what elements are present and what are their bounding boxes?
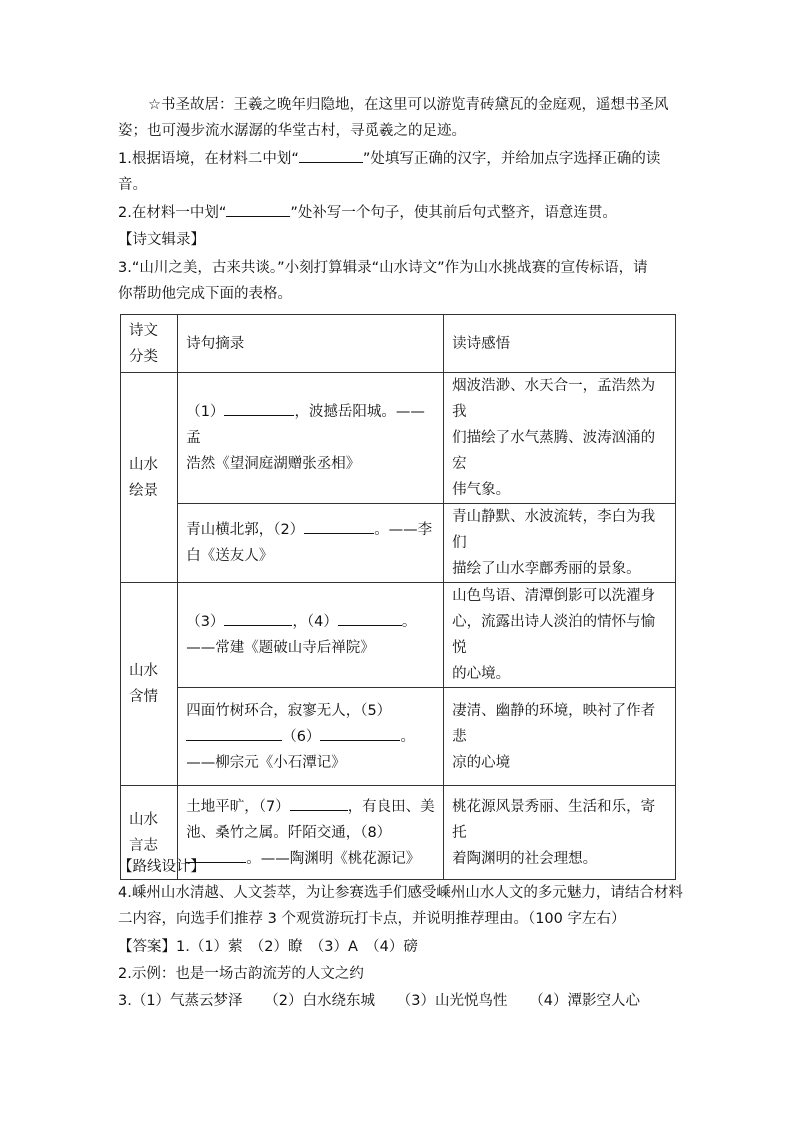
q2-blank [226,202,290,217]
q1-text-a: 1.根据语境，在材料二中划“ [118,151,299,167]
table-row [121,373,676,504]
table-row [121,583,676,688]
category-aspiration: 山水 言志 [121,786,178,880]
question-2 [118,200,678,227]
table-header-row [121,315,676,373]
sentence-cell: （3） ，（4） 。 ——常建《题破山寺后禅院》 [178,583,444,688]
blank-4 [338,611,402,626]
q2-text-a: 2.在材料一中划“ [118,205,227,221]
blank-2 [304,519,374,534]
feel-cell: 凄清、幽静的环境，映衬了作者悲 凉的心境 [444,688,676,786]
blank-3 [224,611,292,626]
feel-cell: 山色鸟语、清潭倒影可以洗濯身 心，流露出诗人淡泊的情怀与愉悦 的心境。 [444,583,676,688]
feel-cell: 青山静默、水波流转，李白为我们 描绘了山水孪鄜秀丽的景象。 [444,504,676,583]
answer-2: 2.示例：也是一场古韵流芳的人文之约 [118,966,364,982]
category-emotion: 山水 含情 [121,583,178,786]
answer-line-1 [118,934,678,961]
question-3-line-1: 3.“山川之美，古来共谈。”小刻打算辑录“山水诗文”作为山水挑战赛的宣传标语，请 [118,260,648,276]
blank-6 [320,726,400,741]
feel-cell: 桃花源风景秀丽、生活和乐，寄托 着陶渊明的社会理想。 [444,786,676,880]
q1-text-b: ”处填写正确的汉字，并给加点字选择正确的读 [362,151,661,167]
question-4-line-1: 4.嵊州山水清越、人文荟萃，为让参赛选手们感受嵊州山水人文的多元魅力，请结合材料 [118,885,683,901]
question-1-line-2: 音。 [118,177,147,193]
sentence-cell: （1） ，波撼岳阳城。——孟 浩然《望洞庭湖赠张丞相》 [178,373,444,504]
table-row [121,504,676,583]
header-sentence: 诗句摘录 [178,315,444,373]
section-heading-poem: 【诗文辑录】 [118,232,205,248]
sentence-cell: 青山横北郭，（2） 。——李 白《送友人》 [178,504,444,583]
question-1 [118,146,678,173]
table-row [121,688,676,786]
answer-1: 1.（1）萦 （2）瞭 （3）A （4）磅 [176,939,418,955]
sentence-cell: 土地平旷，（7） ，有良田、美 池、桑竹之属。阡陌交通，（8） 。——陶渊明《桃花源记》 [178,786,444,880]
answer-3: 3.（1）气蒸云梦泽 （2）白水绕东城 （3）山光悦鸟性 （4）潭影空人心 [118,993,640,1009]
q2-text-b: ”处补写一个句子，使其前后句式整齐，语意连贯。 [290,205,617,221]
question-3-line-2: 你帮助他完成下面的表格。 [118,286,292,302]
intro-line-2: 姿；也可漫步流水潺潺的华堂古村，寻觅羲之的足迹。 [118,123,466,139]
answer-label: 【答案】 [118,939,176,955]
poem-table [120,314,676,880]
header-feel: 读诗感悟 [444,315,676,373]
section-heading-route: 【路线设计】 [118,859,205,875]
blank-1 [224,401,294,416]
blank-7 [290,796,348,811]
sentence-cell: 四面竹树环合，寂寥无人，（5） （6） 。 ——柳宗元《小石潭记》 [178,688,444,786]
blank-5 [186,726,282,741]
intro-line-1: ☆书圣故居：王羲之晚年归隐地，在这里可以游览青砖黛瓦的金庭观，遥想书圣风 [148,97,669,113]
category-scenery: 山水 绘景 [121,373,178,583]
q1-blank [299,148,363,163]
header-category: 诗文 分类 [121,315,178,373]
question-4-line-2: 二内容，向选手们推荐 3 个观赏游玩打卡点，并说明推荐理由。（100 字左右） [118,911,626,927]
feel-cell: 烟波浩渺、水天合一，孟浩然为我 们描绘了水气蒸腾、波涛汹涌的宏 伟气象。 [444,373,676,504]
